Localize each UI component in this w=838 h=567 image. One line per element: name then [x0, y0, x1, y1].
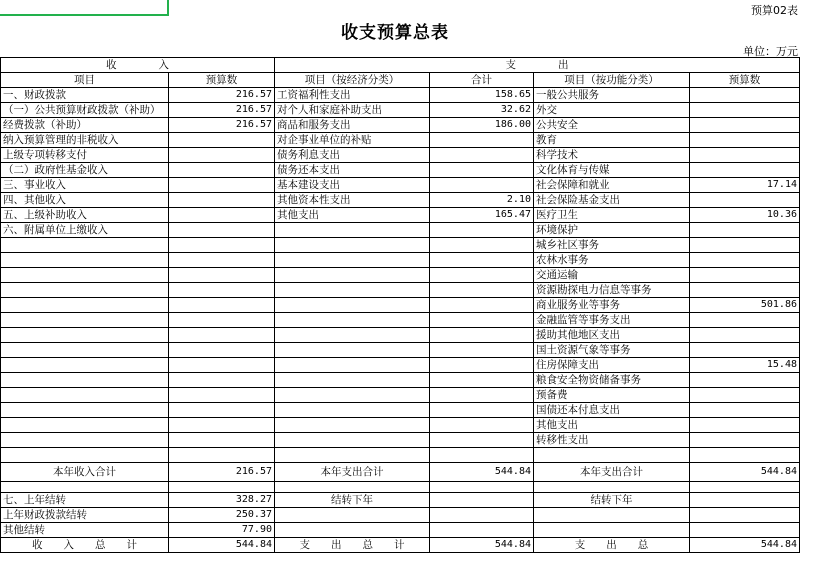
func-value-cell[interactable]: [690, 133, 800, 148]
income-value-cell[interactable]: [169, 133, 275, 148]
table-row: [1, 283, 800, 298]
income-item-cell[interactable]: [1, 403, 169, 418]
func-item-cell[interactable]: 国土资源气象等事务: [534, 343, 690, 358]
func-value-cell[interactable]: [690, 448, 800, 463]
table-row: [1, 118, 800, 133]
func-item-cell[interactable]: 其他支出: [534, 418, 690, 433]
carryover-income-value[interactable]: 328.27: [169, 493, 275, 508]
income-item-cell[interactable]: [1, 373, 169, 388]
table-cell[interactable]: [690, 493, 800, 508]
income-item-cell[interactable]: [1, 268, 169, 283]
econ-value-cell[interactable]: [430, 178, 534, 193]
income-value-cell[interactable]: [169, 148, 275, 163]
carryover-income-label[interactable]: 七、上年结转: [1, 493, 169, 508]
income-value-cell[interactable]: [169, 283, 275, 298]
econ-item-cell[interactable]: 工资福利性支出: [275, 88, 430, 103]
cell-selection-border-vertical: [167, 0, 169, 16]
table-row: [1, 433, 800, 448]
func-value-cell[interactable]: [690, 328, 800, 343]
econ-value-cell[interactable]: [430, 298, 534, 313]
func-value-cell[interactable]: [690, 343, 800, 358]
func-item-cell[interactable]: 粮食安全物资储备事务: [534, 373, 690, 388]
income-item-cell[interactable]: 经费拨款（补助）: [1, 118, 169, 133]
func-value-cell[interactable]: [690, 418, 800, 433]
econ-value-cell[interactable]: [430, 448, 534, 463]
func-item-cell[interactable]: 城乡社区事务: [534, 238, 690, 253]
econ-item-cell[interactable]: [275, 343, 430, 358]
income-value-cell[interactable]: [169, 343, 275, 358]
income-item-cell[interactable]: [1, 418, 169, 433]
grand-econ-total-label[interactable]: 支 出 总 计: [275, 538, 430, 553]
table-cell[interactable]: [430, 482, 534, 493]
econ-item-cell[interactable]: 债务利息支出: [275, 148, 430, 163]
func-item-cell[interactable]: 环境保护: [534, 223, 690, 238]
income-item-cell[interactable]: [1, 238, 169, 253]
income-value-cell[interactable]: [169, 163, 275, 178]
income-value-cell[interactable]: 216.57: [169, 118, 275, 133]
econ-item-cell[interactable]: [275, 433, 430, 448]
econ-value-cell[interactable]: 2.10: [430, 193, 534, 208]
table-row: [1, 268, 800, 283]
func-value-cell[interactable]: [690, 193, 800, 208]
func-item-cell[interactable]: 国债还本付息支出: [534, 403, 690, 418]
econ-value-cell[interactable]: 186.00: [430, 118, 534, 133]
table-row: [1, 448, 800, 463]
income-value-cell[interactable]: [169, 193, 275, 208]
col-header-econ-item[interactable]: 项目（按经济分类）: [275, 73, 430, 88]
econ-item-cell[interactable]: [275, 313, 430, 328]
func-item-cell[interactable]: 预备费: [534, 388, 690, 403]
func-item-cell[interactable]: 转移性支出: [534, 433, 690, 448]
year-income-total-value[interactable]: 216.57: [169, 463, 275, 482]
table-row: [1, 148, 800, 163]
table-row: [1, 238, 800, 253]
carryover-sub-row: [1, 523, 800, 538]
income-value-cell[interactable]: [169, 403, 275, 418]
table-row: [1, 133, 800, 148]
carryover-econ-label[interactable]: 结转下年: [275, 493, 430, 508]
econ-item-cell[interactable]: 基本建设支出: [275, 178, 430, 193]
income-item-cell[interactable]: [1, 448, 169, 463]
income-value-cell[interactable]: [169, 373, 275, 388]
func-item-cell[interactable]: 社会保障和就业: [534, 178, 690, 193]
func-value-cell[interactable]: [690, 388, 800, 403]
table-cell[interactable]: [534, 482, 690, 493]
func-item-cell[interactable]: 住房保障支出: [534, 358, 690, 373]
grand-income-total-value[interactable]: 544.84: [169, 538, 275, 553]
econ-value-cell[interactable]: [430, 163, 534, 178]
income-value-cell[interactable]: [169, 418, 275, 433]
table-row: [1, 298, 800, 313]
carryover-sub1-value[interactable]: 250.37: [169, 508, 275, 523]
econ-item-cell[interactable]: [275, 388, 430, 403]
income-item-cell[interactable]: [1, 253, 169, 268]
income-value-cell[interactable]: [169, 298, 275, 313]
budget-summary-table: [0, 57, 800, 553]
table-row: [1, 163, 800, 178]
grand-func-total-label[interactable]: 支 出 总: [534, 538, 690, 553]
econ-value-cell[interactable]: 165.47: [430, 208, 534, 223]
page-title: 收支预算总表: [341, 23, 449, 43]
income-value-cell[interactable]: [169, 358, 275, 373]
income-item-cell[interactable]: 上级专项转移支付: [1, 148, 169, 163]
func-item-cell[interactable]: 金融监管等事务支出: [534, 313, 690, 328]
table-row: [1, 103, 800, 118]
income-value-cell[interactable]: [169, 328, 275, 343]
table-row: [1, 343, 800, 358]
carryover-sub2-label[interactable]: 其他结转: [1, 523, 169, 538]
func-value-cell[interactable]: [690, 268, 800, 283]
table-row: [1, 373, 800, 388]
econ-item-cell[interactable]: [275, 283, 430, 298]
table-cell[interactable]: [275, 508, 430, 523]
func-value-cell[interactable]: [690, 253, 800, 268]
income-item-cell[interactable]: [1, 358, 169, 373]
table-cell[interactable]: [534, 523, 690, 538]
func-item-cell[interactable]: 科学技术: [534, 148, 690, 163]
econ-value-cell[interactable]: 32.62: [430, 103, 534, 118]
unit-label: 单位：万元: [743, 45, 798, 58]
income-value-cell[interactable]: 216.57: [169, 103, 275, 118]
table-row: [1, 358, 800, 373]
carryover-sub2-value[interactable]: 77.90: [169, 523, 275, 538]
func-item-cell[interactable]: 教育: [534, 133, 690, 148]
econ-item-cell[interactable]: 债务还本支出: [275, 163, 430, 178]
income-value-cell[interactable]: [169, 253, 275, 268]
grand-econ-total-value[interactable]: 544.84: [430, 538, 534, 553]
econ-value-cell[interactable]: [430, 148, 534, 163]
income-item-cell[interactable]: [1, 388, 169, 403]
econ-value-cell[interactable]: [430, 313, 534, 328]
econ-item-cell[interactable]: [275, 238, 430, 253]
year-total-row: [1, 463, 800, 482]
table-cell[interactable]: [690, 482, 800, 493]
table-row: [1, 418, 800, 433]
func-item-cell[interactable]: 商业服务业等事务: [534, 298, 690, 313]
carryover-row: [1, 493, 800, 508]
expense-section-header[interactable]: 支 出: [275, 58, 800, 73]
table-body: [1, 88, 800, 463]
income-item-cell[interactable]: 四、其他收入: [1, 193, 169, 208]
income-item-cell[interactable]: [1, 343, 169, 358]
income-item-cell[interactable]: 五、上级补助收入: [1, 208, 169, 223]
table-row: [1, 388, 800, 403]
col-header-func-budget[interactable]: 预算数: [690, 73, 800, 88]
income-value-cell[interactable]: [169, 388, 275, 403]
econ-value-cell[interactable]: [430, 418, 534, 433]
func-value-cell[interactable]: [690, 238, 800, 253]
table-cell[interactable]: [1, 482, 169, 493]
income-value-cell[interactable]: [169, 208, 275, 223]
econ-value-cell[interactable]: [430, 403, 534, 418]
func-value-cell[interactable]: [690, 223, 800, 238]
table-row: [1, 223, 800, 238]
func-value-cell[interactable]: 10.36: [690, 208, 800, 223]
econ-item-cell[interactable]: [275, 298, 430, 313]
econ-value-cell[interactable]: [430, 343, 534, 358]
econ-item-cell[interactable]: 对企事业单位的补贴: [275, 133, 430, 148]
table-cell[interactable]: [534, 508, 690, 523]
econ-value-cell[interactable]: [430, 373, 534, 388]
table-row: [1, 253, 800, 268]
table-row: [1, 328, 800, 343]
table-row: [1, 313, 800, 328]
func-value-cell[interactable]: [690, 88, 800, 103]
table-cell[interactable]: [430, 493, 534, 508]
econ-value-cell[interactable]: 158.65: [430, 88, 534, 103]
col-header-func-item[interactable]: 项目（按功能分类）: [534, 73, 690, 88]
func-item-cell[interactable]: 一般公共服务: [534, 88, 690, 103]
econ-item-cell[interactable]: [275, 373, 430, 388]
econ-item-cell[interactable]: [275, 223, 430, 238]
year-econ-total-label[interactable]: 本年支出合计: [275, 463, 430, 482]
econ-item-cell[interactable]: 对个人和家庭补助支出: [275, 103, 430, 118]
table-row: [1, 193, 800, 208]
econ-item-cell[interactable]: [275, 328, 430, 343]
econ-item-cell[interactable]: 其他资本性支出: [275, 193, 430, 208]
income-value-cell[interactable]: [169, 448, 275, 463]
form-code: 预算02表: [751, 4, 798, 17]
econ-item-cell[interactable]: [275, 418, 430, 433]
func-value-cell[interactable]: [690, 373, 800, 388]
income-item-cell[interactable]: 一、财政拨款: [1, 88, 169, 103]
econ-item-cell[interactable]: 其他支出: [275, 208, 430, 223]
func-value-cell[interactable]: [690, 163, 800, 178]
econ-item-cell[interactable]: 商品和服务支出: [275, 118, 430, 133]
econ-item-cell[interactable]: [275, 403, 430, 418]
func-value-cell[interactable]: 15.48: [690, 358, 800, 373]
func-item-cell[interactable]: 文化体育与传媒: [534, 163, 690, 178]
income-value-cell[interactable]: [169, 223, 275, 238]
table-cell[interactable]: [690, 508, 800, 523]
econ-value-cell[interactable]: [430, 133, 534, 148]
econ-value-cell[interactable]: [430, 253, 534, 268]
func-value-cell[interactable]: [690, 118, 800, 133]
func-item-cell[interactable]: 社会保险基金支出: [534, 193, 690, 208]
econ-value-cell[interactable]: [430, 268, 534, 283]
table-cell[interactable]: [430, 523, 534, 538]
table-row: [1, 178, 800, 193]
income-item-cell[interactable]: [1, 433, 169, 448]
func-value-cell[interactable]: [690, 148, 800, 163]
func-value-cell[interactable]: [690, 403, 800, 418]
func-value-cell[interactable]: [690, 103, 800, 118]
table-cell[interactable]: [169, 482, 275, 493]
econ-item-cell[interactable]: [275, 358, 430, 373]
income-item-cell[interactable]: [1, 283, 169, 298]
income-item-cell[interactable]: （一）公共预算财政拨款（补助）: [1, 103, 169, 118]
econ-value-cell[interactable]: [430, 283, 534, 298]
func-item-cell[interactable]: 农林水事务: [534, 253, 690, 268]
table-cell[interactable]: [690, 523, 800, 538]
func-item-cell[interactable]: 援助其他地区支出: [534, 328, 690, 343]
func-value-cell[interactable]: 17.14: [690, 178, 800, 193]
income-section-header[interactable]: 收 入: [1, 58, 275, 73]
func-item-cell[interactable]: [534, 448, 690, 463]
table-row: [1, 88, 800, 103]
table-cell[interactable]: [275, 523, 430, 538]
income-item-cell[interactable]: 三、事业收入: [1, 178, 169, 193]
year-func-total-value[interactable]: 544.84: [690, 463, 800, 482]
carryover-func-label[interactable]: 结转下年: [534, 493, 690, 508]
func-item-cell[interactable]: 资源勘探电力信息等事务: [534, 283, 690, 298]
table-cell[interactable]: [430, 508, 534, 523]
econ-value-cell[interactable]: [430, 223, 534, 238]
year-income-total-label[interactable]: 本年收入合计: [1, 463, 169, 482]
col-header-econ-total[interactable]: 合计: [430, 73, 534, 88]
econ-value-cell[interactable]: [430, 433, 534, 448]
econ-value-cell[interactable]: [430, 238, 534, 253]
func-value-cell[interactable]: [690, 283, 800, 298]
func-item-cell[interactable]: 医疗卫生: [534, 208, 690, 223]
col-header-income-item[interactable]: 项目: [1, 73, 169, 88]
spacer-row: [1, 482, 800, 493]
econ-value-cell[interactable]: [430, 388, 534, 403]
table-cell[interactable]: [275, 482, 430, 493]
econ-value-cell[interactable]: [430, 328, 534, 343]
income-value-cell[interactable]: [169, 178, 275, 193]
func-item-cell[interactable]: 交通运输: [534, 268, 690, 283]
income-value-cell[interactable]: [169, 433, 275, 448]
year-econ-total-value[interactable]: 544.84: [430, 463, 534, 482]
table-row: [1, 403, 800, 418]
col-header-income-budget[interactable]: 预算数: [169, 73, 275, 88]
income-item-cell[interactable]: 六、附属单位上缴收入: [1, 223, 169, 238]
func-value-cell[interactable]: 501.86: [690, 298, 800, 313]
income-item-cell[interactable]: 纳入预算管理的非税收入: [1, 133, 169, 148]
econ-item-cell[interactable]: [275, 268, 430, 283]
grand-income-total-label[interactable]: 收 入 总 计: [1, 538, 169, 553]
cell-selection-border: [0, 14, 168, 16]
table-row: [1, 208, 800, 223]
grand-func-total-value[interactable]: 544.84: [690, 538, 800, 553]
income-item-cell[interactable]: [1, 328, 169, 343]
year-func-total-label[interactable]: 本年支出合计: [534, 463, 690, 482]
income-value-cell[interactable]: [169, 268, 275, 283]
income-value-cell[interactable]: [169, 238, 275, 253]
econ-item-cell[interactable]: [275, 448, 430, 463]
func-value-cell[interactable]: [690, 313, 800, 328]
func-item-cell[interactable]: 公共安全: [534, 118, 690, 133]
income-item-cell[interactable]: [1, 298, 169, 313]
income-item-cell[interactable]: （二）政府性基金收入: [1, 163, 169, 178]
econ-value-cell[interactable]: [430, 358, 534, 373]
grand-total-row: [1, 538, 800, 553]
income-item-cell[interactable]: [1, 313, 169, 328]
carryover-sub1-label[interactable]: 上年财政拨款结转: [1, 508, 169, 523]
func-value-cell[interactable]: [690, 433, 800, 448]
income-value-cell[interactable]: 216.57: [169, 88, 275, 103]
func-item-cell[interactable]: 外交: [534, 103, 690, 118]
econ-item-cell[interactable]: [275, 253, 430, 268]
income-value-cell[interactable]: [169, 313, 275, 328]
carryover-sub-row: [1, 508, 800, 523]
